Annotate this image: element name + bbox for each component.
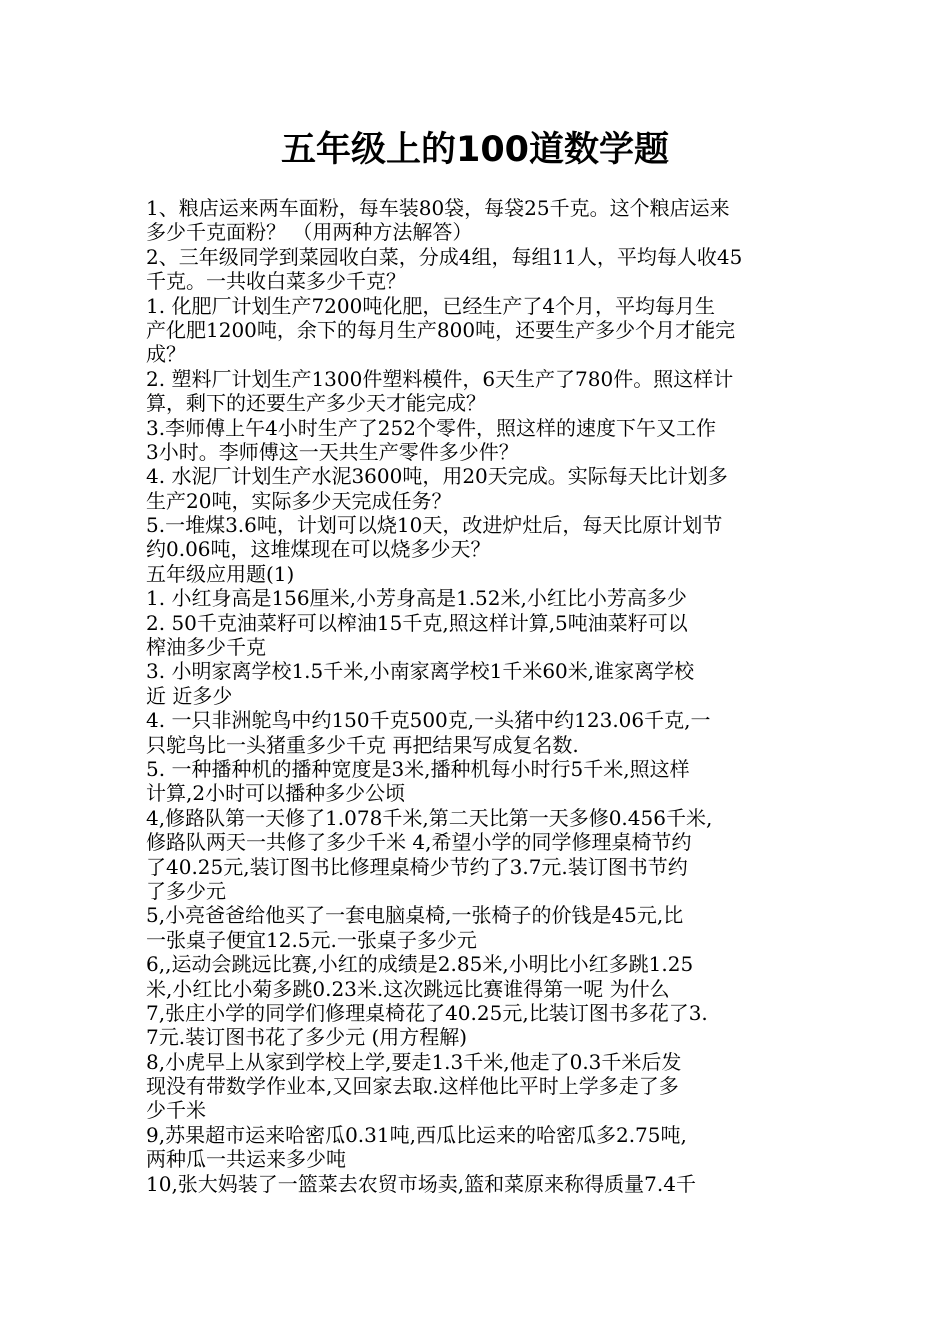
text-line: 现没有带数学作业本,又回家去取.这样他比平时上学多走了多 — [146, 1074, 679, 1099]
text-line: 计算,2小时可以播种多少公顷 — [146, 781, 406, 806]
text-line: 1. 化肥厂计划生产7200吨化肥，已经生产了4个月，平均每月生 — [146, 293, 716, 318]
text-line: 约0.06吨，这堆煤现在可以烧多少天？ — [146, 537, 491, 562]
text-line: 9,苏果超市运来哈密瓜0.31吨,西瓜比运来的哈密瓜多2.75吨, — [146, 1122, 687, 1147]
text-line: 了多少元 — [146, 878, 226, 903]
text-line: 8,小虎早上从家到学校上学,要走1.3千米,他走了0.3千米后发 — [146, 1049, 682, 1074]
text-line: 3小时。李师傅这一天共生产零件多少件？ — [146, 439, 519, 464]
text-line: 生产20吨，实际多少天完成任务？ — [146, 488, 452, 513]
text-line: 五年级应用题(1) — [146, 561, 295, 586]
text-line: 6,,运动会跳远比赛,小红的成绩是2.85米,小明比小红多跳1.25 — [146, 952, 694, 977]
text-line: 一张桌子便宜12.5元.一张桌子多少元 — [146, 927, 477, 952]
text-line: 千克。一共收白菜多少千克？ — [146, 269, 406, 294]
text-line: 3. 小明家离学校1.5千米,小南家离学校1千米60米,谁家离学校 — [146, 659, 695, 684]
document-body — [146, 196, 814, 1196]
text-line: 修路队两天一共修了多少千米 4,希望小学的同学修理桌椅节约 — [146, 830, 692, 855]
text-line: 1、粮店运来两车面粉，每车装80袋，每袋25千克。这个粮店运来 — [146, 196, 730, 220]
text-line: 1. 小红身高是156厘米,小芳身高是1.52米,小红比小芳高多少 — [146, 586, 687, 611]
text-line: 了40.25元,装订图书比修理桌椅少节约了3.7元.装订图书节约 — [146, 854, 688, 879]
text-line: 只鸵鸟比一头猪重多少千克 再把结果写成复名数. — [146, 732, 579, 757]
text-line: 米,小红比小菊多跳0.23米.这次跳远比赛谁得第一呢 为什么 — [146, 976, 670, 1001]
text-line: 2. 50千克油菜籽可以榨油15千克,照这样计算,5吨油菜籽可以 — [146, 610, 688, 635]
text-line: 5,小亮爸爸给他买了一套电脑桌椅,一张椅子的价钱是45元,比 — [146, 903, 684, 928]
text-line: 算，剩下的还要生产多少天才能完成？ — [146, 391, 486, 416]
text-line: 两种瓜一共运来多少吨 — [146, 1147, 346, 1172]
text-line: 少千米 — [146, 1098, 206, 1123]
text-line: 10,张大妈装了一篮菜去农贸市场卖,篮和菜原来称得质量7.4千 — [146, 1171, 696, 1196]
text-line: 4,修路队第一天修了1.078千米,第二天比第一天多修0.456千米, — [146, 805, 713, 830]
text-line: 产化肥1200吨，余下的每月生产800吨，还要生产多少个月才能完 — [146, 317, 736, 342]
text-line: 5. 一种播种机的播种宽度是3米,播种机每小时行5千米,照这样 — [146, 756, 690, 781]
document-title: 五年级上的100道数学题 — [280, 130, 670, 170]
text-line: 5.一堆煤3.6吨，计划可以烧10天，改进炉灶后，每天比原计划节 — [146, 513, 723, 538]
text-line: 3.李师傅上午4小时生产了252个零件，照这样的速度下午又工作 — [146, 415, 716, 440]
text-line: 近 近多少 — [146, 683, 233, 708]
text-line: 多少千克面粉？ （用两种方法解答） — [146, 220, 473, 245]
text-line: 4. 一只非洲鸵鸟中约150千克500克,一头猪中约123.06千克,一 — [146, 708, 711, 733]
text-line: 榨油多少千克 — [146, 635, 266, 660]
text-line: 2. 塑料厂计划生产1300件塑料模件，6天生产了780件。照这样计 — [146, 366, 734, 391]
text-line: 7,张庄小学的同学们修理桌椅花了40.25元,比装订图书多花了3. — [146, 1000, 708, 1025]
text-line: 2、三年级同学到菜园收白菜，分成4组，每组11人，平均每人收45 — [146, 244, 743, 269]
text-line: 成？ — [146, 342, 186, 367]
text-line: 4. 水泥厂计划生产水泥3600吨，用20天完成。实际每天比计划多 — [146, 464, 728, 489]
text-line: 7元.装订图书花了多少元 (用方程解) — [146, 1025, 468, 1050]
